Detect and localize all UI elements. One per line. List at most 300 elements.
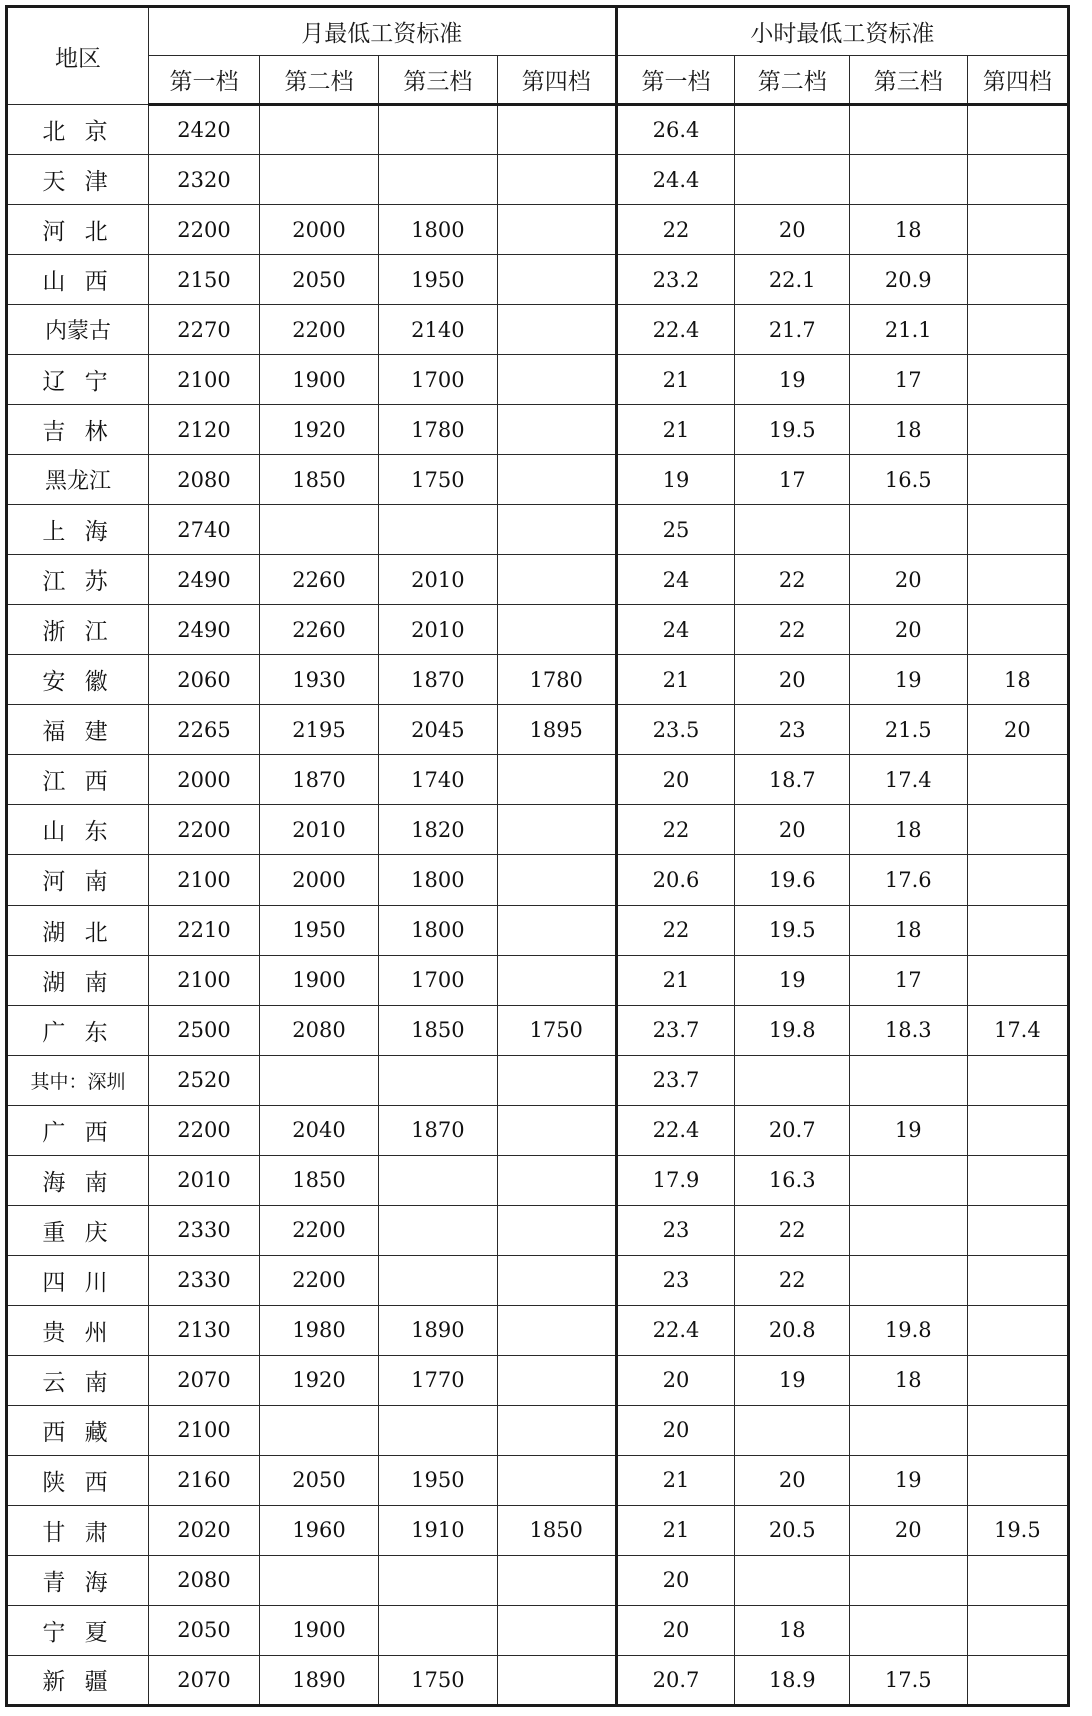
monthly-tier-4-header: 第四档 — [497, 56, 616, 105]
table-row — [7, 405, 1069, 455]
region-cell: 黑龙江 — [7, 455, 149, 505]
table-row — [7, 1505, 1069, 1555]
monthly-tier-2-cell: 1930 — [260, 655, 379, 705]
hourly-tier-1-cell: 20.7 — [616, 1655, 735, 1705]
hourly-tier-4-cell — [967, 905, 1068, 955]
monthly-tier-3-cell — [378, 105, 497, 155]
hourly-tier-3-cell — [849, 1605, 967, 1655]
region-cell: 新 疆 — [7, 1655, 149, 1705]
monthly-tier-3-cell: 1950 — [378, 1455, 497, 1505]
table-row — [7, 1605, 1069, 1655]
monthly-tier-3-cell: 1820 — [378, 805, 497, 855]
monthly-tier-3-cell — [378, 155, 497, 205]
hourly-tier-1-cell: 22.4 — [616, 1105, 735, 1155]
hourly-tier-4-cell — [967, 1255, 1068, 1305]
region-cell: 江 苏 — [7, 555, 149, 605]
region-cell: 重 庆 — [7, 1205, 149, 1255]
monthly-tier-2-cell: 2260 — [260, 555, 379, 605]
hourly-tier-4-cell — [967, 1455, 1068, 1505]
hourly-group-header: 小时最低工资标准 — [616, 7, 1068, 56]
hourly-tier-1-cell: 25 — [616, 505, 735, 555]
table-row — [7, 1355, 1069, 1405]
monthly-tier-1-cell: 2000 — [148, 755, 259, 805]
monthly-tier-1-cell: 2200 — [148, 1105, 259, 1155]
monthly-tier-3-cell: 2010 — [378, 555, 497, 605]
monthly-tier-2-cell — [260, 1055, 379, 1105]
hourly-tier-4-cell — [967, 605, 1068, 655]
hourly-tier-3-cell: 20.9 — [849, 255, 967, 305]
region-cell: 甘 肃 — [7, 1505, 149, 1555]
hourly-tier-2-cell: 22 — [735, 605, 849, 655]
hourly-tier-4-cell — [967, 1405, 1068, 1455]
region-cell: 湖 南 — [7, 955, 149, 1005]
monthly-tier-1-cell: 2420 — [148, 105, 259, 155]
hourly-tier-4-cell — [967, 1155, 1068, 1205]
hourly-tier-3-cell — [849, 1405, 967, 1455]
hourly-tier-3-cell: 17.4 — [849, 755, 967, 805]
monthly-tier-2-cell: 2000 — [260, 205, 379, 255]
monthly-group-header: 月最低工资标准 — [148, 7, 616, 56]
hourly-tier-3-cell — [849, 1205, 967, 1255]
monthly-tier-3-cell — [378, 1155, 497, 1205]
hourly-tier-1-cell: 20.6 — [616, 855, 735, 905]
monthly-tier-4-cell — [497, 1555, 616, 1605]
monthly-tier-1-cell: 2210 — [148, 905, 259, 955]
monthly-tier-4-cell: 1780 — [497, 655, 616, 705]
minimum-wage-table — [5, 5, 1070, 1707]
table-row — [7, 1055, 1069, 1105]
region-cell: 贵 州 — [7, 1305, 149, 1355]
hourly-tier-3-cell: 19 — [849, 1105, 967, 1155]
hourly-tier-2-cell — [735, 1405, 849, 1455]
hourly-tier-4-cell — [967, 955, 1068, 1005]
monthly-tier-2-cell: 1850 — [260, 1155, 379, 1205]
table-row — [7, 1105, 1069, 1155]
monthly-tier-3-cell: 1740 — [378, 755, 497, 805]
monthly-tier-1-cell: 2520 — [148, 1055, 259, 1105]
region-cell: 福 建 — [7, 705, 149, 755]
table-row — [7, 1455, 1069, 1505]
region-cell: 河 南 — [7, 855, 149, 905]
region-cell: 宁 夏 — [7, 1605, 149, 1655]
table-row — [7, 955, 1069, 1005]
monthly-tier-4-cell — [497, 1205, 616, 1255]
monthly-tier-3-cell: 1870 — [378, 1105, 497, 1155]
monthly-tier-3-cell: 1890 — [378, 1305, 497, 1355]
hourly-tier-1-cell: 22.4 — [616, 305, 735, 355]
table-row — [7, 1305, 1069, 1355]
hourly-tier-4-cell: 19.5 — [967, 1505, 1068, 1555]
monthly-tier-2-cell: 2000 — [260, 855, 379, 905]
monthly-tier-3-cell: 1870 — [378, 655, 497, 705]
monthly-tier-1-header: 第一档 — [148, 56, 259, 105]
monthly-tier-4-cell: 1850 — [497, 1505, 616, 1555]
monthly-tier-2-cell: 1850 — [260, 455, 379, 505]
table-row — [7, 1555, 1069, 1605]
monthly-tier-1-cell: 2060 — [148, 655, 259, 705]
monthly-tier-2-cell: 2050 — [260, 255, 379, 305]
hourly-tier-3-cell — [849, 505, 967, 555]
hourly-tier-1-cell: 22 — [616, 905, 735, 955]
hourly-tier-2-cell: 22 — [735, 1255, 849, 1305]
table-row — [7, 705, 1069, 755]
region-cell: 江 西 — [7, 755, 149, 805]
monthly-tier-4-cell — [497, 1405, 616, 1455]
monthly-tier-3-cell: 1700 — [378, 955, 497, 1005]
monthly-tier-4-cell — [497, 1655, 616, 1705]
hourly-tier-1-cell: 24 — [616, 605, 735, 655]
hourly-tier-4-cell — [967, 1605, 1068, 1655]
hourly-tier-4-cell — [967, 755, 1068, 805]
hourly-tier-2-cell: 20.5 — [735, 1505, 849, 1555]
hourly-tier-2-cell: 23 — [735, 705, 849, 755]
table-row — [7, 755, 1069, 805]
hourly-tier-2-cell: 18.7 — [735, 755, 849, 805]
hourly-tier-4-cell — [967, 855, 1068, 905]
table-row — [7, 855, 1069, 905]
monthly-tier-2-cell — [260, 105, 379, 155]
monthly-tier-3-cell — [378, 1055, 497, 1105]
region-header: 地区 — [7, 7, 149, 105]
hourly-tier-2-cell: 20.8 — [735, 1305, 849, 1355]
table-row — [7, 105, 1069, 155]
monthly-tier-2-cell: 1920 — [260, 405, 379, 455]
hourly-tier-1-cell: 20 — [616, 1405, 735, 1455]
monthly-tier-2-cell: 2200 — [260, 1205, 379, 1255]
monthly-tier-4-cell — [497, 105, 616, 155]
region-cell: 四 川 — [7, 1255, 149, 1305]
monthly-tier-2-cell: 1900 — [260, 355, 379, 405]
monthly-tier-2-cell: 2010 — [260, 805, 379, 855]
hourly-tier-1-cell: 23.5 — [616, 705, 735, 755]
monthly-tier-3-cell: 2140 — [378, 305, 497, 355]
hourly-tier-1-cell: 20 — [616, 755, 735, 805]
monthly-tier-4-cell — [497, 505, 616, 555]
hourly-tier-2-cell: 16.3 — [735, 1155, 849, 1205]
hourly-tier-4-cell — [967, 405, 1068, 455]
monthly-tier-2-cell: 2200 — [260, 305, 379, 355]
monthly-tier-4-cell — [497, 905, 616, 955]
monthly-tier-3-cell: 2010 — [378, 605, 497, 655]
hourly-tier-1-cell: 23 — [616, 1255, 735, 1305]
hourly-tier-3-cell — [849, 1555, 967, 1605]
monthly-tier-1-cell: 2080 — [148, 1555, 259, 1605]
hourly-tier-3-cell — [849, 1155, 967, 1205]
region-cell: 西 藏 — [7, 1405, 149, 1455]
monthly-tier-4-cell — [497, 1355, 616, 1405]
hourly-tier-4-cell — [967, 805, 1068, 855]
hourly-tier-3-cell: 21.1 — [849, 305, 967, 355]
wage-table-body — [7, 105, 1069, 1706]
hourly-tier-1-cell: 22.4 — [616, 1305, 735, 1355]
monthly-tier-2-header: 第二档 — [260, 56, 379, 105]
hourly-tier-2-cell: 20.7 — [735, 1105, 849, 1155]
monthly-tier-1-cell: 2270 — [148, 305, 259, 355]
hourly-tier-2-cell: 20 — [735, 205, 849, 255]
hourly-tier-1-cell: 24 — [616, 555, 735, 605]
monthly-tier-4-cell — [497, 205, 616, 255]
hourly-tier-2-header: 第二档 — [735, 56, 849, 105]
hourly-tier-3-cell: 20 — [849, 555, 967, 605]
monthly-tier-4-cell: 1750 — [497, 1005, 616, 1055]
monthly-tier-3-cell — [378, 505, 497, 555]
hourly-tier-4-cell — [967, 1305, 1068, 1355]
hourly-tier-2-cell: 18.9 — [735, 1655, 849, 1705]
monthly-tier-2-cell: 2040 — [260, 1105, 379, 1155]
region-cell: 上 海 — [7, 505, 149, 555]
table-row — [7, 1155, 1069, 1205]
monthly-tier-4-cell — [497, 1605, 616, 1655]
monthly-tier-3-cell: 1800 — [378, 855, 497, 905]
monthly-tier-2-cell: 1900 — [260, 1605, 379, 1655]
monthly-tier-1-cell: 2010 — [148, 1155, 259, 1205]
monthly-tier-4-cell — [497, 1305, 616, 1355]
monthly-tier-4-cell — [497, 1255, 616, 1305]
monthly-tier-1-cell: 2320 — [148, 155, 259, 205]
hourly-tier-4-cell — [967, 455, 1068, 505]
monthly-tier-3-cell: 1950 — [378, 255, 497, 305]
monthly-tier-2-cell: 1920 — [260, 1355, 379, 1405]
region-cell: 安 徽 — [7, 655, 149, 705]
hourly-tier-4-cell: 18 — [967, 655, 1068, 705]
monthly-tier-2-cell: 2260 — [260, 605, 379, 655]
region-cell: 青 海 — [7, 1555, 149, 1605]
monthly-tier-3-cell: 1750 — [378, 455, 497, 505]
monthly-tier-3-cell — [378, 1555, 497, 1605]
hourly-tier-1-cell: 23.7 — [616, 1055, 735, 1105]
monthly-tier-1-cell: 2500 — [148, 1005, 259, 1055]
monthly-tier-2-cell: 2200 — [260, 1255, 379, 1305]
hourly-tier-4-cell — [967, 1655, 1068, 1705]
monthly-tier-2-cell: 1890 — [260, 1655, 379, 1705]
hourly-tier-4-cell — [967, 1555, 1068, 1605]
monthly-tier-2-cell — [260, 1405, 379, 1455]
region-cell: 浙 江 — [7, 605, 149, 655]
monthly-tier-4-cell — [497, 155, 616, 205]
hourly-tier-2-cell: 20 — [735, 1455, 849, 1505]
hourly-tier-2-cell — [735, 1055, 849, 1105]
table-row — [7, 1005, 1069, 1055]
hourly-tier-3-cell: 18 — [849, 905, 967, 955]
monthly-tier-2-cell: 1950 — [260, 905, 379, 955]
monthly-tier-4-cell — [497, 455, 616, 505]
table-row — [7, 155, 1069, 205]
hourly-tier-1-cell: 22 — [616, 805, 735, 855]
hourly-tier-1-cell: 22 — [616, 205, 735, 255]
monthly-tier-2-cell: 2195 — [260, 705, 379, 755]
hourly-tier-3-cell: 17 — [849, 355, 967, 405]
region-cell: 广 东 — [7, 1005, 149, 1055]
monthly-tier-2-cell: 1870 — [260, 755, 379, 805]
monthly-tier-4-cell — [497, 555, 616, 605]
monthly-tier-4-cell — [497, 305, 616, 355]
monthly-tier-1-cell: 2490 — [148, 555, 259, 605]
monthly-tier-1-cell: 2120 — [148, 405, 259, 455]
table-row — [7, 355, 1069, 405]
hourly-tier-2-cell: 19 — [735, 955, 849, 1005]
monthly-tier-3-header: 第三档 — [378, 56, 497, 105]
monthly-tier-1-cell: 2130 — [148, 1305, 259, 1355]
hourly-tier-2-cell: 19 — [735, 1355, 849, 1405]
monthly-tier-3-cell — [378, 1255, 497, 1305]
hourly-tier-4-cell — [967, 205, 1068, 255]
hourly-tier-2-cell: 19.5 — [735, 405, 849, 455]
hourly-tier-2-cell: 19.5 — [735, 905, 849, 955]
hourly-tier-1-cell: 23 — [616, 1205, 735, 1255]
monthly-tier-1-cell: 2070 — [148, 1655, 259, 1705]
table-row — [7, 1255, 1069, 1305]
table-row — [7, 1655, 1069, 1705]
monthly-tier-1-cell: 2330 — [148, 1255, 259, 1305]
monthly-tier-3-cell: 1780 — [378, 405, 497, 455]
hourly-tier-2-cell: 19.6 — [735, 855, 849, 905]
monthly-tier-2-cell: 2080 — [260, 1005, 379, 1055]
hourly-tier-4-cell — [967, 305, 1068, 355]
monthly-tier-3-cell: 1700 — [378, 355, 497, 405]
monthly-tier-1-cell: 2100 — [148, 1405, 259, 1455]
monthly-tier-2-cell: 1980 — [260, 1305, 379, 1355]
monthly-tier-4-cell — [497, 855, 616, 905]
table-row — [7, 205, 1069, 255]
hourly-tier-2-cell — [735, 505, 849, 555]
hourly-tier-2-cell: 21.7 — [735, 305, 849, 355]
monthly-tier-4-cell — [497, 755, 616, 805]
monthly-tier-1-cell: 2050 — [148, 1605, 259, 1655]
hourly-tier-3-cell — [849, 155, 967, 205]
hourly-tier-3-cell: 19 — [849, 1455, 967, 1505]
monthly-tier-3-cell — [378, 1605, 497, 1655]
hourly-tier-1-cell: 24.4 — [616, 155, 735, 205]
region-cell: 海 南 — [7, 1155, 149, 1205]
monthly-tier-1-cell: 2150 — [148, 255, 259, 305]
hourly-tier-4-cell — [967, 1055, 1068, 1105]
monthly-tier-4-cell — [497, 1155, 616, 1205]
monthly-tier-1-cell: 2265 — [148, 705, 259, 755]
monthly-tier-4-cell — [497, 1055, 616, 1105]
monthly-tier-1-cell: 2020 — [148, 1505, 259, 1555]
hourly-tier-3-cell: 18 — [849, 205, 967, 255]
hourly-tier-3-cell: 18.3 — [849, 1005, 967, 1055]
hourly-tier-3-cell: 18 — [849, 805, 967, 855]
hourly-tier-4-cell — [967, 505, 1068, 555]
hourly-tier-2-cell: 22.1 — [735, 255, 849, 305]
hourly-tier-3-cell: 18 — [849, 1355, 967, 1405]
monthly-tier-4-cell — [497, 255, 616, 305]
region-cell: 山 西 — [7, 255, 149, 305]
hourly-tier-2-cell: 22 — [735, 555, 849, 605]
hourly-tier-1-cell: 21 — [616, 655, 735, 705]
table-row — [7, 555, 1069, 605]
monthly-tier-3-cell: 1770 — [378, 1355, 497, 1405]
monthly-tier-2-cell — [260, 505, 379, 555]
hourly-tier-4-cell — [967, 155, 1068, 205]
hourly-tier-1-cell: 20 — [616, 1605, 735, 1655]
hourly-tier-4-cell — [967, 1105, 1068, 1155]
hourly-tier-1-cell: 26.4 — [616, 105, 735, 155]
monthly-tier-4-cell — [497, 405, 616, 455]
hourly-tier-3-cell: 16.5 — [849, 455, 967, 505]
hourly-tier-3-cell: 20 — [849, 605, 967, 655]
hourly-tier-2-cell — [735, 1555, 849, 1605]
monthly-tier-1-cell: 2200 — [148, 805, 259, 855]
monthly-tier-3-cell: 1800 — [378, 905, 497, 955]
hourly-tier-1-cell: 17.9 — [616, 1155, 735, 1205]
hourly-tier-1-cell: 23.2 — [616, 255, 735, 305]
region-cell: 北 京 — [7, 105, 149, 155]
table-row — [7, 505, 1069, 555]
region-cell: 河 北 — [7, 205, 149, 255]
table-row — [7, 805, 1069, 855]
hourly-tier-1-cell: 21 — [616, 955, 735, 1005]
hourly-tier-2-cell: 20 — [735, 655, 849, 705]
monthly-tier-1-cell: 2070 — [148, 1355, 259, 1405]
monthly-tier-1-cell: 2080 — [148, 455, 259, 505]
hourly-tier-2-cell: 18 — [735, 1605, 849, 1655]
hourly-tier-3-cell: 17 — [849, 955, 967, 1005]
table-row — [7, 1405, 1069, 1455]
hourly-tier-1-cell: 21 — [616, 405, 735, 455]
monthly-tier-1-cell: 2100 — [148, 955, 259, 1005]
hourly-tier-3-cell: 19.8 — [849, 1305, 967, 1355]
monthly-tier-1-cell: 2200 — [148, 205, 259, 255]
region-cell: 广 西 — [7, 1105, 149, 1155]
hourly-tier-2-cell: 17 — [735, 455, 849, 505]
hourly-tier-2-cell: 19 — [735, 355, 849, 405]
hourly-tier-3-cell: 17.6 — [849, 855, 967, 905]
hourly-tier-3-cell — [849, 105, 967, 155]
hourly-tier-2-cell — [735, 155, 849, 205]
monthly-tier-4-cell — [497, 1105, 616, 1155]
table-row — [7, 1205, 1069, 1255]
hourly-tier-3-cell: 17.5 — [849, 1655, 967, 1705]
monthly-tier-1-cell: 2160 — [148, 1455, 259, 1505]
table-row — [7, 305, 1069, 355]
hourly-tier-3-cell: 21.5 — [849, 705, 967, 755]
monthly-tier-4-cell — [497, 955, 616, 1005]
hourly-tier-4-cell — [967, 105, 1068, 155]
monthly-tier-4-cell — [497, 605, 616, 655]
monthly-tier-3-cell: 1750 — [378, 1655, 497, 1705]
table-row — [7, 655, 1069, 705]
monthly-tier-2-cell: 2050 — [260, 1455, 379, 1505]
hourly-tier-1-header: 第一档 — [616, 56, 735, 105]
hourly-tier-4-cell — [967, 555, 1068, 605]
monthly-tier-3-cell — [378, 1205, 497, 1255]
monthly-tier-3-cell: 2045 — [378, 705, 497, 755]
hourly-tier-3-cell: 20 — [849, 1505, 967, 1555]
monthly-tier-1-cell: 2740 — [148, 505, 259, 555]
hourly-tier-1-cell: 21 — [616, 1455, 735, 1505]
hourly-tier-3-cell — [849, 1055, 967, 1105]
hourly-tier-1-cell: 20 — [616, 1355, 735, 1405]
monthly-tier-1-cell: 2100 — [148, 855, 259, 905]
hourly-tier-3-cell: 18 — [849, 405, 967, 455]
monthly-tier-2-cell: 1900 — [260, 955, 379, 1005]
hourly-tier-3-cell — [849, 1255, 967, 1305]
hourly-tier-4-cell: 20 — [967, 705, 1068, 755]
monthly-tier-2-cell — [260, 1555, 379, 1605]
hourly-tier-2-cell: 19.8 — [735, 1005, 849, 1055]
hourly-tier-1-cell: 20 — [616, 1555, 735, 1605]
table-row — [7, 255, 1069, 305]
table-row — [7, 455, 1069, 505]
monthly-tier-3-cell: 1850 — [378, 1005, 497, 1055]
region-cell: 天 津 — [7, 155, 149, 205]
hourly-tier-3-cell: 19 — [849, 655, 967, 705]
monthly-tier-2-cell: 1960 — [260, 1505, 379, 1555]
region-cell: 其中：深圳 — [7, 1055, 149, 1105]
region-cell: 云 南 — [7, 1355, 149, 1405]
